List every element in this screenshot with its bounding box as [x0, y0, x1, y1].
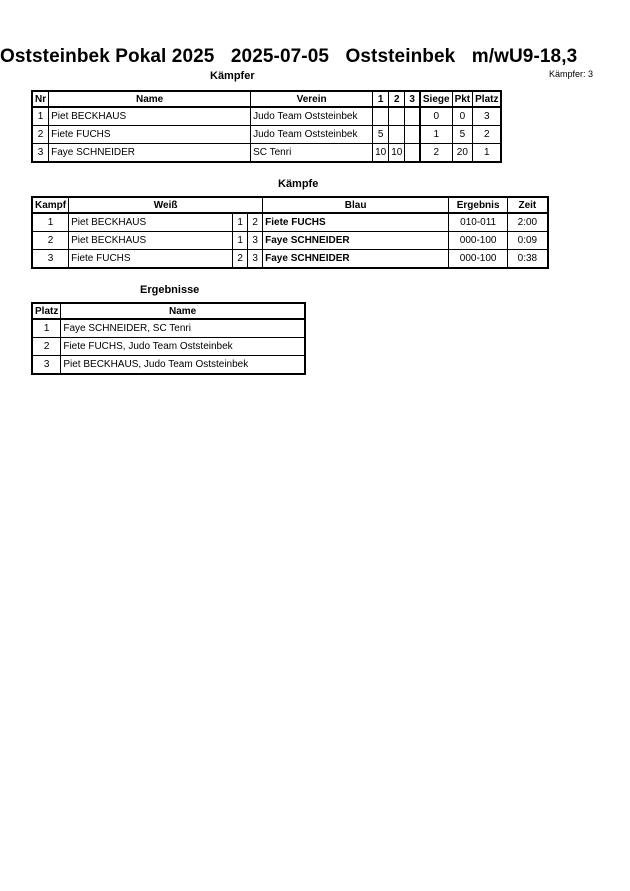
cell-place: 3 [473, 107, 502, 126]
cell-r3 [405, 126, 420, 144]
cell-wins: 2 [420, 144, 452, 163]
cell-name: Fiete FUCHS [49, 126, 251, 144]
cell-club: Judo Team Oststeinbek [251, 126, 373, 144]
fighters-header-row [32, 91, 501, 107]
cell-nr: 2 [32, 126, 49, 144]
cell-club: SC Tenri [251, 144, 373, 163]
cell-place: 3 [32, 356, 61, 375]
cell-wins: 1 [420, 126, 452, 144]
table-row [32, 232, 548, 250]
col-wins: Siege [420, 91, 452, 107]
page-title [0, 46, 630, 68]
cell-r3 [405, 144, 420, 163]
cell-name: Faye SCHNEIDER, SC Tenri [61, 319, 305, 338]
cell-points: 0 [452, 107, 473, 126]
cell-white: Fiete FUCHS [69, 250, 233, 269]
cell-r1: 10 [373, 144, 389, 163]
table-row [32, 126, 501, 144]
cell-name: Piet BECKHAUS, Judo Team Oststeinbek [61, 356, 305, 375]
col-place: Platz [32, 303, 61, 319]
cell-r1: 5 [373, 126, 389, 144]
cell-fight: 3 [32, 250, 69, 269]
cell-points: 20 [452, 144, 473, 163]
col-white: Weiß [69, 197, 263, 213]
cell-time: 0:09 [508, 232, 548, 250]
table-row [32, 213, 548, 232]
results-header-row [32, 303, 305, 319]
cell-blue-nr: 3 [248, 250, 263, 269]
cell-result: 000-100 [449, 250, 508, 269]
col-r2: 2 [389, 91, 405, 107]
cell-white-nr: 2 [233, 250, 248, 269]
cell-place: 2 [473, 126, 502, 144]
event-name: Oststeinbek Pokal 2025 [0, 46, 215, 67]
event-place: Oststeinbek [345, 46, 456, 67]
col-place: Platz [473, 91, 502, 107]
cell-r2 [389, 107, 405, 126]
col-name: Name [61, 303, 305, 319]
cell-blue: Fiete FUCHS [263, 213, 449, 232]
cell-place: 1 [473, 144, 502, 163]
cell-fight: 1 [32, 213, 69, 232]
col-r3: 3 [405, 91, 420, 107]
fighters-table [31, 90, 502, 163]
fights-header-row [32, 197, 548, 213]
col-r1: 1 [373, 91, 389, 107]
cell-name: Faye SCHNEIDER [49, 144, 251, 163]
col-points: Pkt [452, 91, 473, 107]
results-section-title: Ergebnisse [140, 284, 200, 296]
col-time: Zeit [508, 197, 548, 213]
results-table [31, 302, 306, 375]
cell-time: 0:38 [508, 250, 548, 269]
cell-points: 5 [452, 126, 473, 144]
col-blue: Blau [263, 197, 449, 213]
cell-club: Judo Team Oststeinbek [251, 107, 373, 126]
fights-table [31, 196, 549, 269]
cell-fight: 2 [32, 232, 69, 250]
table-row [32, 356, 305, 375]
cell-r2: 10 [389, 144, 405, 163]
cell-name: Piet BECKHAUS [49, 107, 251, 126]
cell-r2 [389, 126, 405, 144]
cell-wins: 0 [420, 107, 452, 126]
cell-result: 000-100 [449, 232, 508, 250]
table-row [32, 338, 305, 356]
cell-white-nr: 1 [233, 213, 248, 232]
col-name: Name [49, 91, 251, 107]
cell-name: Fiete FUCHS, Judo Team Oststeinbek [61, 338, 305, 356]
cell-nr: 1 [32, 107, 49, 126]
table-row [32, 319, 305, 338]
col-result: Ergebnis [449, 197, 508, 213]
cell-blue-nr: 2 [248, 213, 263, 232]
table-row [32, 144, 501, 163]
cell-blue: Faye SCHNEIDER [263, 250, 449, 269]
cell-white: Piet BECKHAUS [69, 213, 233, 232]
event-date: 2025-07-05 [230, 46, 330, 67]
col-nr: Nr [32, 91, 49, 107]
cell-result: 010-011 [449, 213, 508, 232]
cell-white-nr: 1 [233, 232, 248, 250]
col-club: Verein [251, 91, 373, 107]
cell-blue-nr: 3 [248, 232, 263, 250]
table-row [32, 107, 501, 126]
cell-place: 2 [32, 338, 61, 356]
fights-section-title: Kämpfe [278, 178, 319, 190]
table-row [32, 250, 548, 269]
cell-white: Piet BECKHAUS [69, 232, 233, 250]
cell-nr: 3 [32, 144, 49, 163]
col-fight: Kampf [32, 197, 69, 213]
fighters-section-title: Kämpfer [210, 70, 255, 82]
fighter-count: Kämpfer: 3 [549, 69, 594, 79]
cell-r3 [405, 107, 420, 126]
event-category: m/wU9-18,3 [471, 46, 578, 67]
cell-place: 1 [32, 319, 61, 338]
cell-blue: Faye SCHNEIDER [263, 232, 449, 250]
cell-time: 2:00 [508, 213, 548, 232]
cell-r1 [373, 107, 389, 126]
